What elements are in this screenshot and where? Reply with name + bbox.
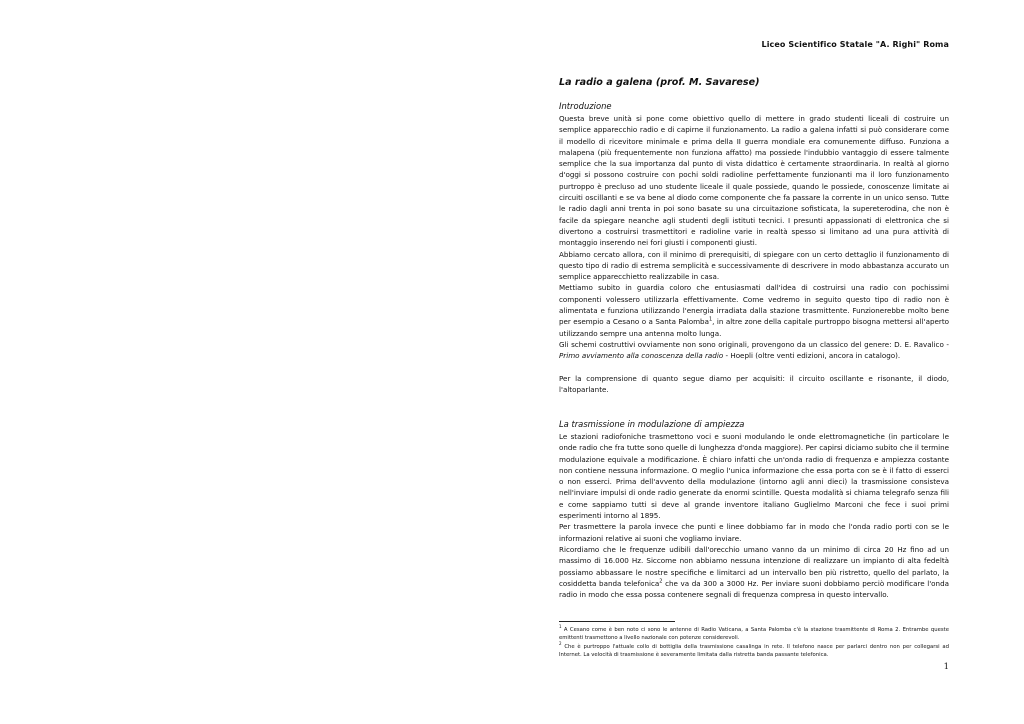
introduction-section [559, 101, 949, 395]
intro-paragraph-4 [559, 339, 949, 362]
transmission-paragraph-3 [559, 544, 949, 600]
page-title: La radio a galena (prof. M. Savarese) [559, 77, 760, 88]
transmission-heading: La trasmissione in modulazione di ampiezza [559, 419, 745, 429]
footnote-ref-2: 2 [659, 578, 663, 585]
footnote-2-text: Che è purtroppo l'attuale collo di bottiglia della trasmissione casalinga in rete. Il telefono nasce per parlarci dentro non per collegarsi ad Internet. La velocità di trasmissione è severamente limitata dalla ristretta banda passante telefonica. [559, 643, 949, 659]
intro-paragraph-4-text-b: - Hoepli (oltre venti edizioni, ancora in catalogo). [723, 351, 901, 361]
page-number: 1 [943, 662, 949, 672]
footnote-ref-1: 1 [708, 316, 713, 323]
school-header: Liceo Scientifico Statale "A. Righi" Roma [761, 40, 949, 49]
intro-paragraph-1: Questa breve unità si pone come obiettivo quello di mettere in grado studenti liceali di costruire un semplice apparecchio radio e di capirne il funzionamento. La radio a galena infatti si può considerare come il modello di ricevitore minimale e prima della II guerra mondiale era comunemente diffuso. Funziona a malapena (più frequentemente non funziona affatto) ma possiede l'indubbio vantaggio di essere talmente semplice che la sua importanza dal punto di vista didattico è certamente straordinaria. In realtà al giorno d'oggi si possono costruire con pochi soldi radioline perfettamente funzionanti ma il loro funzionamento purtroppo è precluso ad uno studente liceale il quale possiede, quando le possiede, conoscenze limitate ai circuiti oscillanti e se va bene al diodo come componente che fa passare la corrente in un unico senso. Tutte le radio dagli anni trenta in poi sono basate su una circuitazione sofisticata, la supereterodina, che non è facile da spiegare neanche agli studenti degli istituti tecnici. I presunti appassionati di elettronica che si divertono a costruirsi trasmettitori e radioline varie in realtà spesso si limitano ad una pura attività di montaggio inserendo nei fori giusti i componenti giusti. [559, 114, 949, 248]
intro-paragraph-3-text-b: , in altre zone della capitale purtroppo bisogna mettersi all'aperto utilizzando sempre una antenna molto lunga. [559, 317, 950, 338]
footnotes [559, 626, 949, 660]
transmission-paragraph-3-text-b: che va da 300 a 3000 Hz. Per inviare suoni dobbiamo perciò modificare l'onda radio in modo che essa possa contenere segnali di frequenza compresa in questo intervallo. [559, 578, 949, 600]
transmission-paragraph-3-text-a: Ricordiamo che le frequenze udibili dall'orecchio umano vanno da un minimo di circa 20 Hz fino ad un massimo di 16.000 Hz. Siccome non abbiamo nessuna intenzione di realizzare un impianto di alta fedeltà possiamo abbassare le nostre specifiche e limitarci ad un intervallo ben più ristretto, quello del parlato, la cosiddetta banda telefonica [559, 544, 949, 588]
footnote-divider [559, 621, 675, 622]
intro-paragraph-3-text-a: Mettiamo subito in guardia coloro che entusiasmati dall'idea di costruirsi una radio con pochissimi componenti volessero utilizzarla effettivamente. Come vedremo in seguito questo tipo di radio non è alimentata e funziona utilizzando l'energia irradiata dalla stazione trasmittente. Funzionerebbe molto bene per esempio a Cesano o a Santa Palomba [559, 283, 949, 327]
transmission-paragraph-1: Le stazioni radiofoniche trasmettono voci e suoni modulando le onde elettromagnetiche (in particolare le onde radio che fra tutte sono quelle di lunghezza d'onda maggiore). Per capirsi diciamo subito che il termine modulazione equivale a modificazione. È chiaro infatti che un'onda radio di frequenza e ampiezza costante non contiene nessuna informazione. O meglio l'unica informazione che essa porta con se è il fatto di esserci o non esserci. Prima dell'avvento della modulazione (intorno agli anni dieci) la trasmissione consisteva nell'inviare impulsi di onde radio generate da enormi scintille. Questa modalità si chiama telegrafo senza fili e come sappiamo tutti si deve al grande inventore italiano Guglielmo Marconi che fece i suoi primi esperimenti intorno al 1895. [559, 432, 949, 521]
intro-paragraph-3 [559, 282, 949, 338]
footnote-2 [559, 643, 949, 660]
intro-paragraph-4-text-a: Gli schemi costruttivi ovviamente non sono originali, provengono da un classico del genere: D. E. Ravalico - [559, 339, 949, 349]
transmission-paragraph-2: Per trasmettere la parola invece che punti e linee dobbiamo far in modo che l'onda radio porti con se le informazioni relative ai suoni che vogliamo inviare. [559, 522, 949, 543]
intro-paragraph-5: Per la comprensione di quanto segue diamo per acquisiti: il circuito oscillante e risonante, il diodo, l'altoparlante. [559, 373, 949, 394]
transmission-section [559, 419, 949, 600]
book-title: Primo avviamento alla conoscenza della radio [559, 351, 724, 361]
footnote-1-text: A Cesano come è ben noto ci sono le antenne di Radio Vaticana, a Santa Palomba c'è la stazione trasmittente di Roma 2. Entrambe queste emittenti trasmettono a livello nazionale con potenze considerevoli. [559, 627, 949, 642]
footnote-1 [559, 626, 949, 643]
footnote-number-1: 1 [559, 624, 562, 630]
footnote-number-2: 2 [559, 641, 562, 647]
introduction-heading: Introduzione [559, 101, 612, 111]
intro-paragraph-2: Abbiamo cercato allora, con il minimo di prerequisiti, di spiegare con un certo dettaglio il funzionamento di questo tipo di radio di estrema semplicità e successivamente di descrivere in modo abbastanza accurato un semplice apparecchietto realizzabile in casa. [559, 249, 949, 282]
